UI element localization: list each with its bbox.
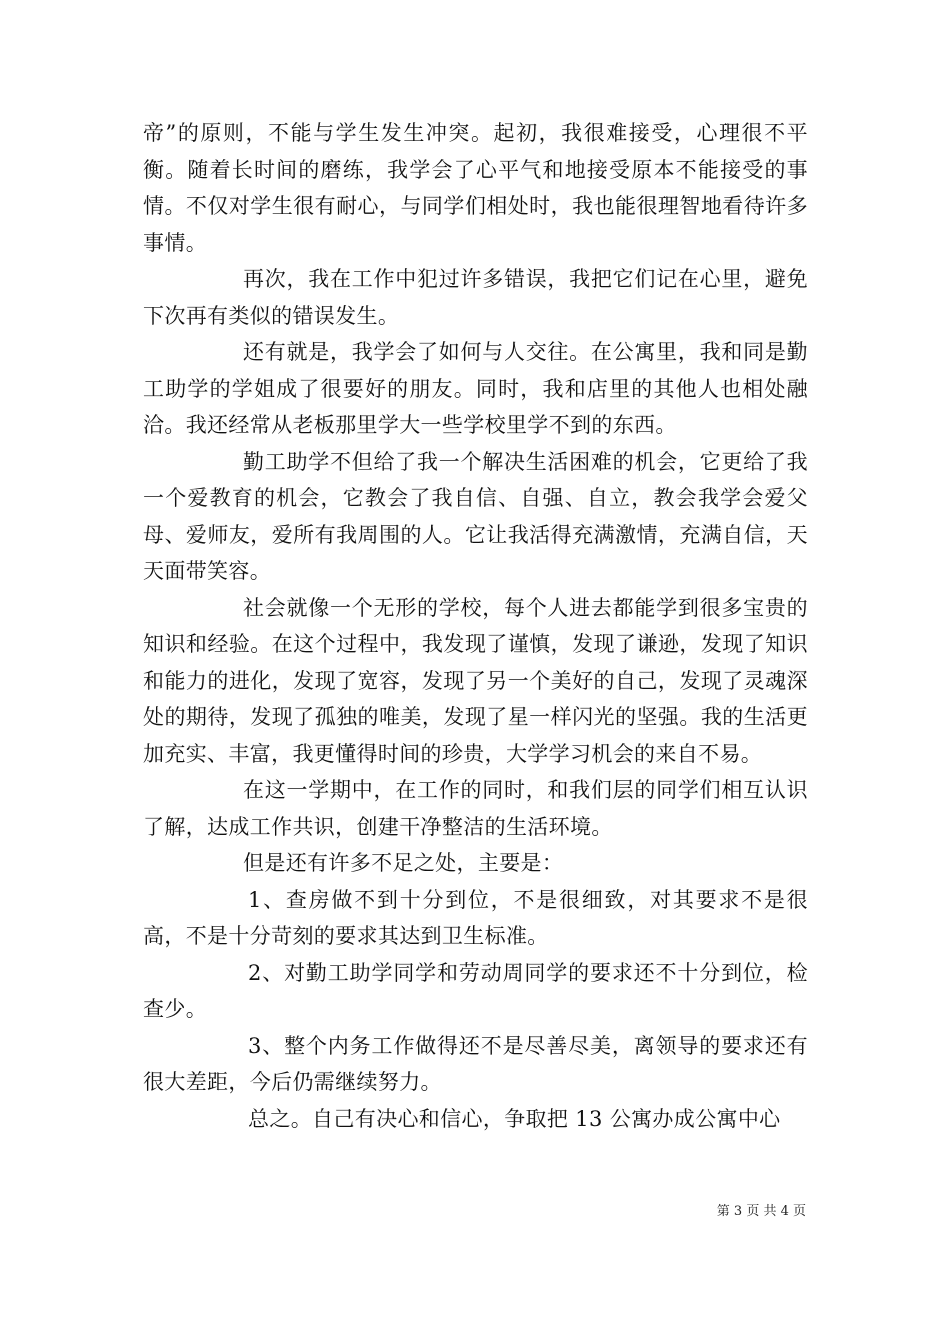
list-item-shortcoming-1: 1、查房做不到十分到位，不是很细致，对其要求不是很高，不是十分苛刻的要求其达到卫生标准。 xyxy=(143,887,808,948)
page-number: 第 3 页 共 4 页 xyxy=(716,1204,806,1219)
paragraph-mistakes: 再次，我在工作中犯过许多错误，我把它们记在心里，避免下次再有类似的错误发生。 xyxy=(143,267,808,328)
paragraph-social-skills: 还有就是，我学会了如何与人交往。在公寓里，我和同是勤工助学的学姐成了很要好的朋友。同时，我和店里的其他人也相处融洽。我还经常从老板那里学大一些学校里学不到的东西。 xyxy=(143,340,808,437)
paragraph-conclusion: 总之。自己有决心和信心，争取把 13 公寓办成公寓中心 xyxy=(248,1106,781,1131)
paragraph-society-school: 社会就像一个无形的学校，每个人进去都能学到很多宝贵的知识和经验。在这个过程中，我发现了谨慎，发现了谦逊，发现了知识和能力的进化，发现了宽容，发现了另一个美好的自己，发现了灵魂深处的期待，发现了孤独的唯美，发现了星一样闪光的坚强。我的生活更加充实、丰富，我更懂得时间的珍贵，大学学习机会的来自不易。 xyxy=(143,595,808,766)
list-item-shortcoming-3: 3、整个内务工作做得还不是尽善尽美，离领导的要求还有很大差距，今后仍需继续努力。 xyxy=(143,1033,808,1094)
paragraph-shortcomings-intro: 但是还有许多不足之处，主要是： xyxy=(243,851,564,875)
document-body xyxy=(143,115,808,1137)
list-item-shortcoming-2: 2、对勤工助学同学和劳动周同学的要求还不十分到位，检查少。 xyxy=(143,960,808,1021)
paragraph-semester: 在这一学期中，在工作的同时，和我们层的同学们相互认识了解，达成工作共识，创建干净整洁的生活环境。 xyxy=(143,778,808,839)
paragraph-continuation: 帝”的原则，不能与学生发生冲突。起初，我很难接受，心理很不平衡。随着长时间的磨练，我学会了心平气和地接受原本不能接受的事情。不仅对学生很有耐心，与同学们相处时，我也能很理智地看待许多事情。 xyxy=(143,121,808,255)
paragraph-work-study-benefits: 勤工助学不但给了我一个解决生活困难的机会，它更给了我一个爱教育的机会，它教会了我自信、自强、自立，教会我学会爱父母、爱师友，爱所有我周围的人。它让我活得充满激情，充满自信，天天面带笑容。 xyxy=(143,449,808,583)
